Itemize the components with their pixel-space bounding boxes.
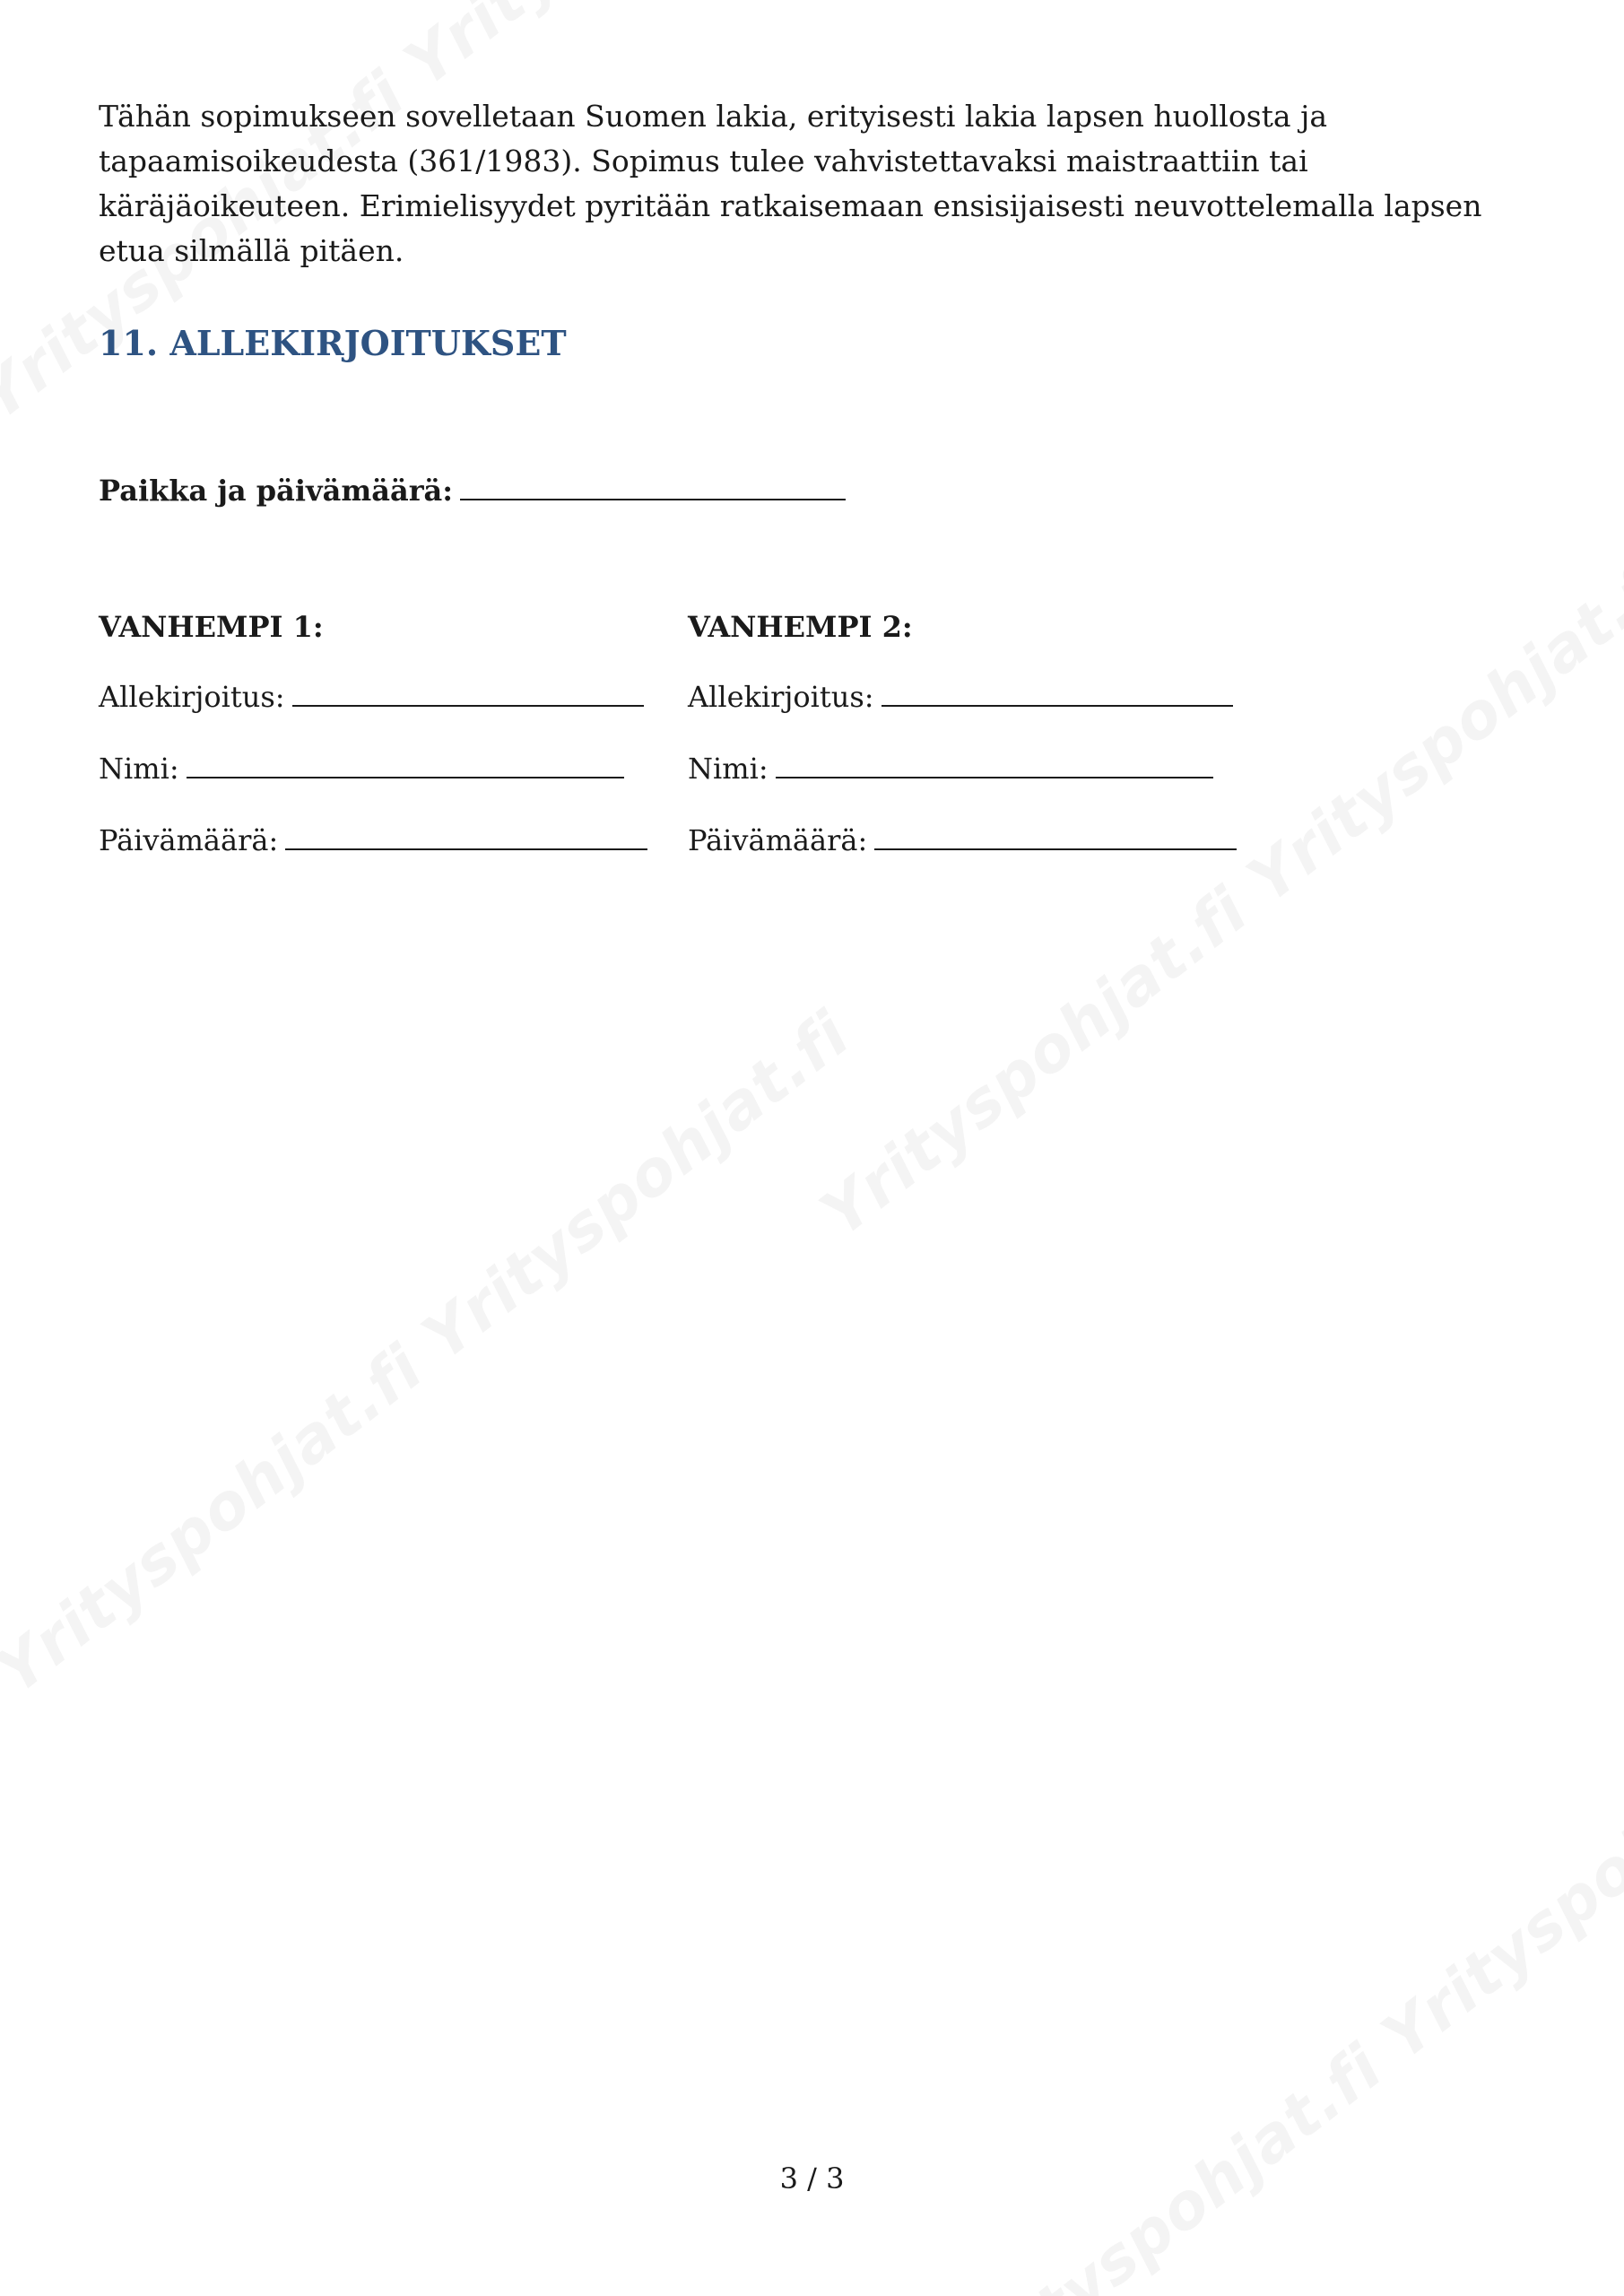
name-label: Nimi: xyxy=(99,752,179,786)
name-label: Nimi: xyxy=(688,752,769,786)
signature-line xyxy=(881,682,1233,707)
watermark-text xyxy=(942,1697,1624,2296)
parent-1-name-field xyxy=(99,752,673,823)
signature-label: Allekirjoitus: xyxy=(688,680,874,714)
place-date-label: Paikka ja päivämäärä: xyxy=(99,474,454,508)
parent-2-signature-field xyxy=(688,680,1262,752)
date-line xyxy=(285,825,647,850)
parent-1-date-field xyxy=(99,823,673,895)
watermark-text xyxy=(0,997,864,1709)
parent-2-name-field xyxy=(688,752,1262,823)
body-section xyxy=(99,94,1533,274)
section-heading: 11. ALLEKIRJOITUKSET xyxy=(99,323,567,363)
place-date-line xyxy=(460,475,846,500)
page-number: 3 / 3 xyxy=(779,2161,845,2196)
place-date-field xyxy=(99,474,846,508)
body-paragraph: Tähän sopimukseen sovelletaan Suomen lakia, erityisesti lakia lapsen huollosta ja tapaamisoikeudesta (361/1983). Sopimus tulee vahvistettavaksi maistraattiin tai käräjäoikeuteen. Erimielisyydet pyritään ratkaisemaan ensisijaisesti neuvottelemalla lapsen etua silmällä pitäen. xyxy=(99,99,1482,268)
name-line xyxy=(776,753,1213,778)
parent-1-signature-field xyxy=(99,680,673,752)
date-label: Päivämäärä: xyxy=(99,823,279,857)
parent-2-block xyxy=(688,610,1262,895)
parent-1-block xyxy=(99,610,673,895)
date-label: Päivämäärä: xyxy=(688,823,868,857)
parent-2-title: VANHEMPI 2: xyxy=(688,610,913,644)
parent-1-title: VANHEMPI 1: xyxy=(99,610,324,644)
signature-label: Allekirjoitus: xyxy=(99,680,285,714)
parent-2-date-field xyxy=(688,823,1262,895)
signature-line xyxy=(292,682,644,707)
name-line xyxy=(187,753,624,778)
date-line xyxy=(874,825,1237,850)
